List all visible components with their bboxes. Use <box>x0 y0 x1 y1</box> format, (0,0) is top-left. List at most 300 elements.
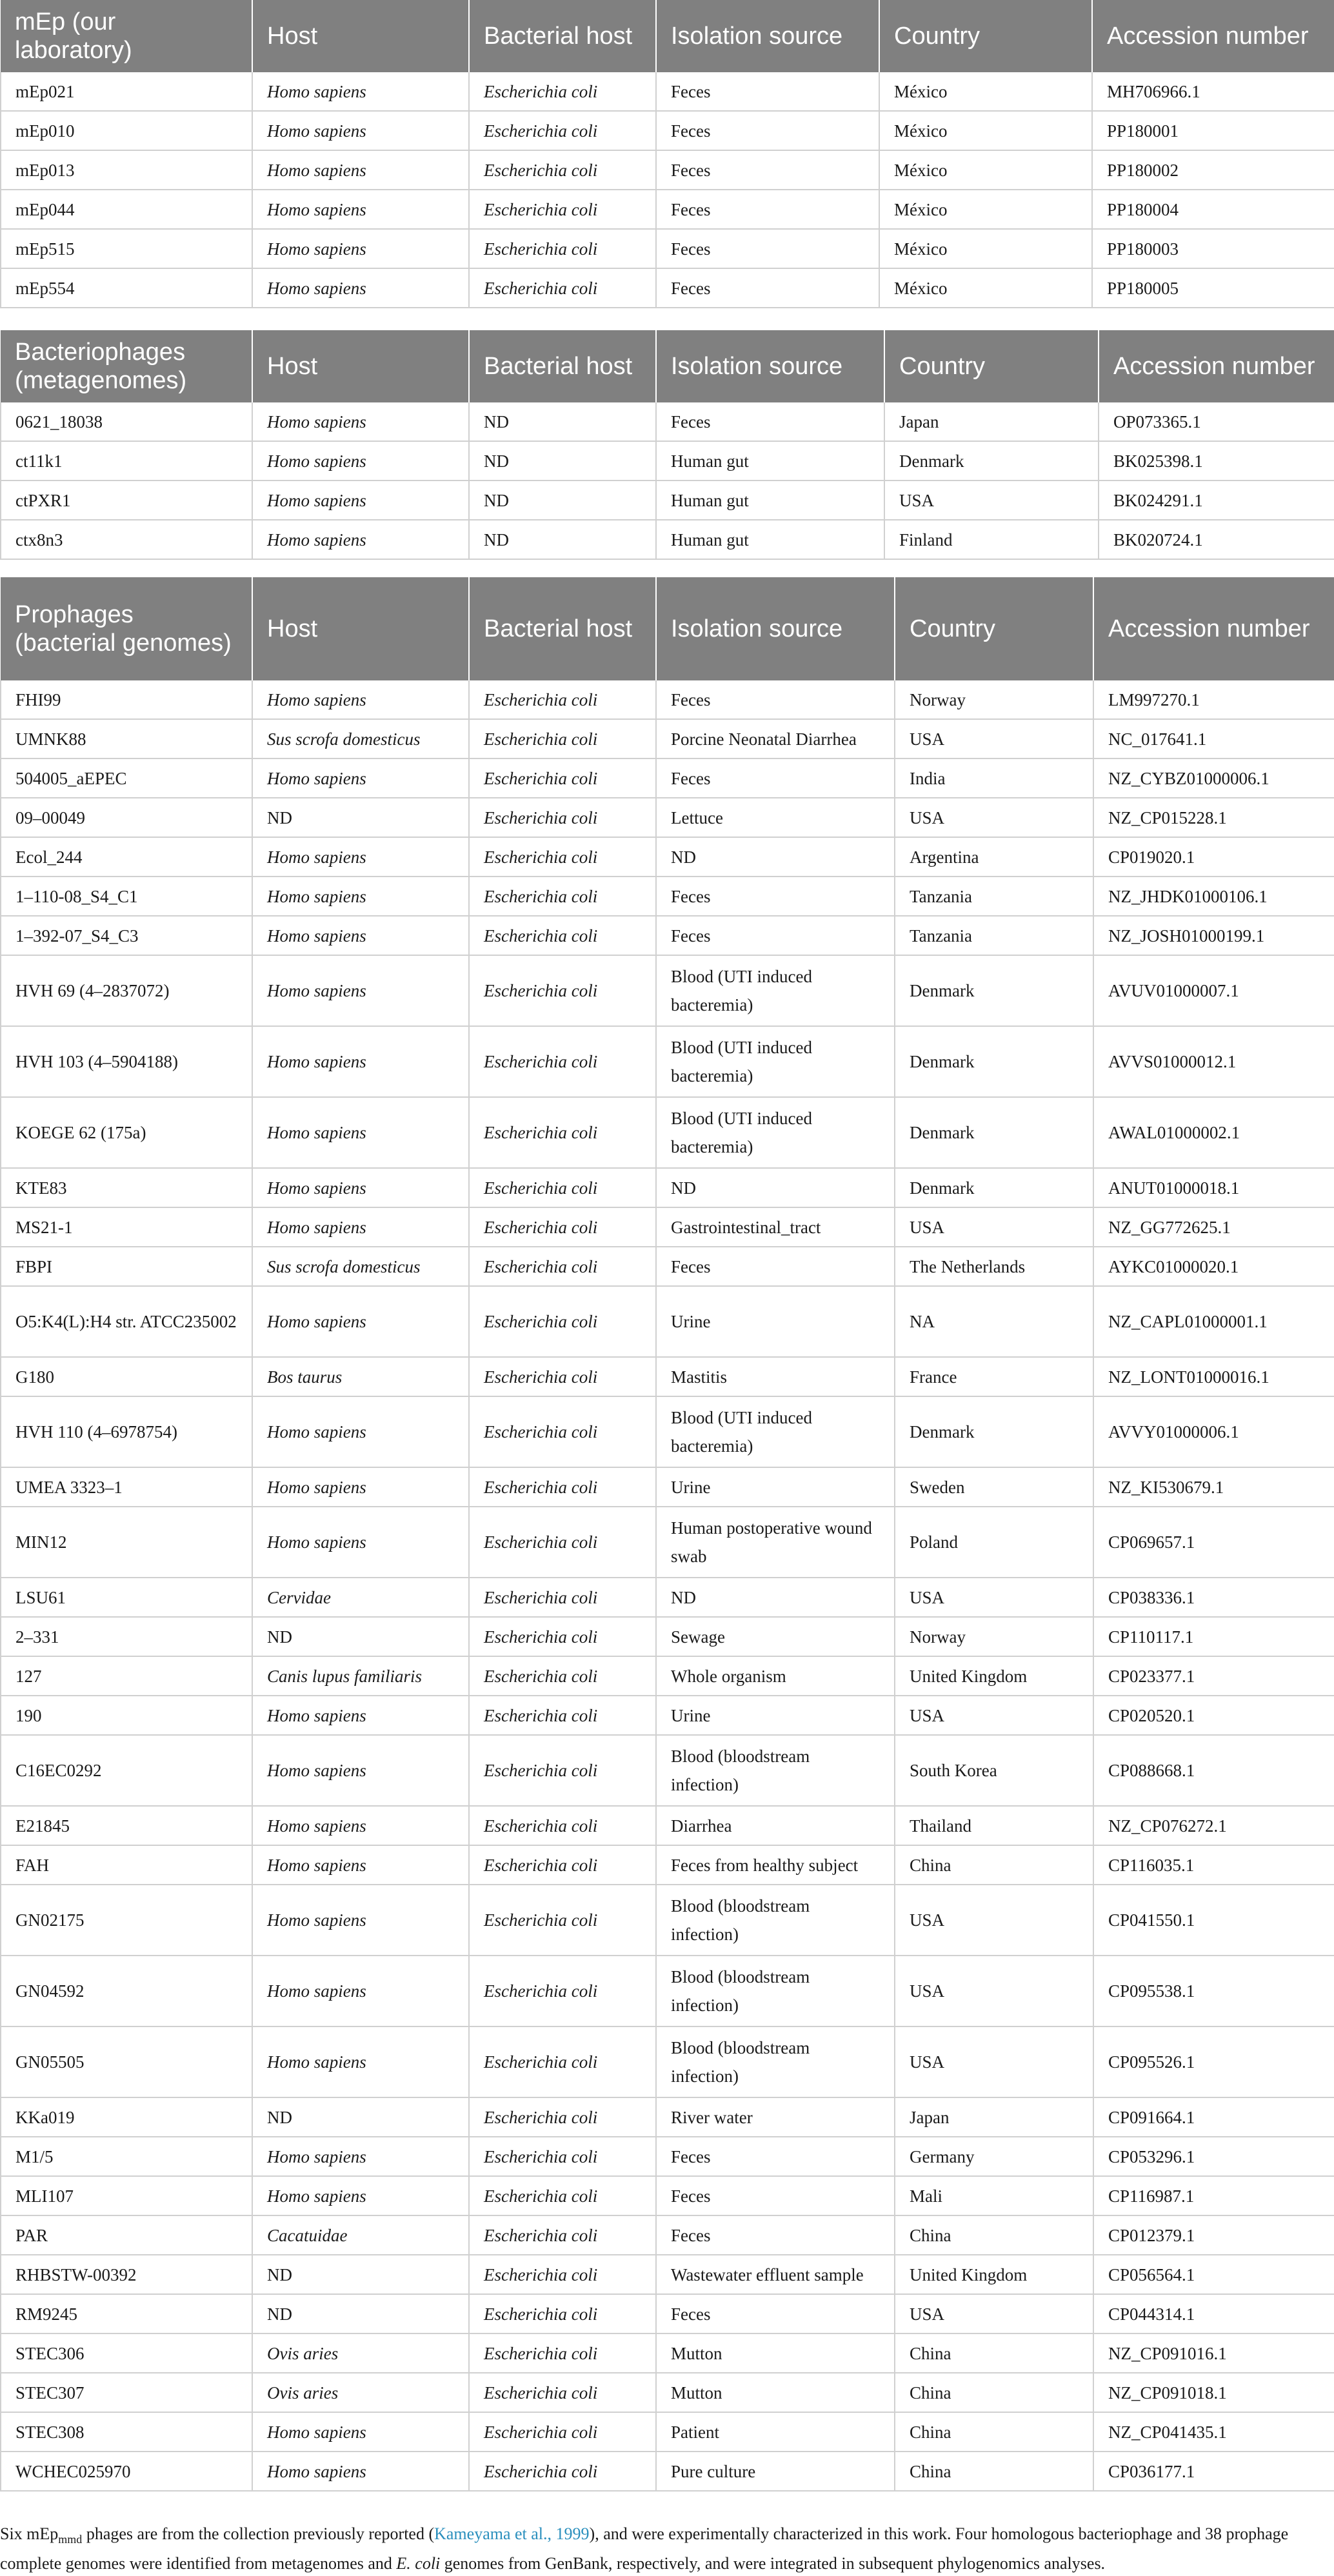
cell-host: Homo sapiens <box>252 190 469 229</box>
cell-accession: NZ_GG772625.1 <box>1093 1207 1334 1247</box>
cell-country: USA <box>884 481 1099 520</box>
cell-isolation-source: ND <box>656 837 895 877</box>
cell-accession: CP012379.1 <box>1093 2215 1334 2255</box>
col-header-name: Bacteriophages (metagenomes) <box>1 330 252 402</box>
footnote-ecoli: E. coli <box>396 2554 441 2573</box>
cell-country: France <box>895 1357 1093 1396</box>
cell-bacterial-host: Escherichia coli <box>469 2026 656 2097</box>
cell-country: The Netherlands <box>895 1247 1093 1286</box>
cell-name: 09–00049 <box>1 798 252 837</box>
cell-isolation-source: Blood (bloodstream infection) <box>656 1735 895 1806</box>
cell-isolation-source: Human gut <box>656 481 884 520</box>
cell-accession: CP038336.1 <box>1093 1578 1334 1617</box>
cell-isolation-source: Feces <box>656 2176 895 2215</box>
cell-isolation-source: River water <box>656 2097 895 2137</box>
cell-name: 190 <box>1 1696 252 1735</box>
cell-bacterial-host: Escherichia coli <box>469 1097 656 1168</box>
cell-country: Norway <box>895 1617 1093 1656</box>
table-row <box>1 520 1334 559</box>
cell-country: China <box>895 2333 1093 2373</box>
cell-name: 2–331 <box>1 1617 252 1656</box>
cell-name: MS21-1 <box>1 1207 252 1247</box>
cell-host: Sus scrofa domesticus <box>252 1247 469 1286</box>
cell-host: Homo sapiens <box>252 680 469 719</box>
cell-name: M1/5 <box>1 2137 252 2176</box>
table-row <box>1 2294 1334 2333</box>
cell-name: ctPXR1 <box>1 481 252 520</box>
footnote-text-1: Six mEp <box>0 2524 59 2543</box>
table-row <box>1 2333 1334 2373</box>
cell-country: México <box>879 268 1092 308</box>
cell-isolation-source: Feces <box>656 877 895 916</box>
table-row <box>1 1357 1334 1396</box>
cell-isolation-source: Human postoperative wound swab <box>656 1507 895 1578</box>
cell-name: Ecol_244 <box>1 837 252 877</box>
cell-isolation-source: Blood (UTI induced bacteremia) <box>656 1026 895 1097</box>
cell-host: Homo sapiens <box>252 1097 469 1168</box>
cell-bacterial-host: Escherichia coli <box>469 1247 656 1286</box>
cell-host: Homo sapiens <box>252 916 469 955</box>
cell-host: ND <box>252 1617 469 1656</box>
cell-isolation-source: Blood (bloodstream infection) <box>656 1956 895 2026</box>
cell-bacterial-host: Escherichia coli <box>469 1845 656 1885</box>
cell-accession: CP056564.1 <box>1093 2255 1334 2294</box>
cell-name: KOEGE 62 (175a) <box>1 1097 252 1168</box>
cell-host: Homo sapiens <box>252 877 469 916</box>
table-metagenomes <box>0 330 1334 560</box>
table-row <box>1 1806 1334 1845</box>
cell-country: Poland <box>895 1507 1093 1578</box>
cell-bacterial-host: Escherichia coli <box>469 1885 656 1956</box>
table-row <box>1 837 1334 877</box>
cell-host: Homo sapiens <box>252 402 469 441</box>
cell-country: Finland <box>884 520 1099 559</box>
cell-country: Denmark <box>895 1097 1093 1168</box>
cell-isolation-source: Mastitis <box>656 1357 895 1396</box>
cell-accession: CP020520.1 <box>1093 1696 1334 1735</box>
cell-accession: AVUV01000007.1 <box>1093 955 1334 1026</box>
cell-accession: CP069657.1 <box>1093 1507 1334 1578</box>
cell-accession: CP088668.1 <box>1093 1735 1334 1806</box>
cell-name: HVH 110 (4–6978754) <box>1 1396 252 1467</box>
cell-name: MLI107 <box>1 2176 252 2215</box>
cell-host: Homo sapiens <box>252 1168 469 1207</box>
cell-isolation-source: Blood (bloodstream infection) <box>656 1885 895 1956</box>
cell-isolation-source: Human gut <box>656 441 884 481</box>
cell-name: GN02175 <box>1 1885 252 1956</box>
cell-name: HVH 103 (4–5904188) <box>1 1026 252 1097</box>
col-header-country: Country <box>879 0 1092 72</box>
cell-country: USA <box>895 719 1093 758</box>
cell-country: USA <box>895 2294 1093 2333</box>
table-row <box>1 1168 1334 1207</box>
cell-accession: NZ_LONT01000016.1 <box>1093 1357 1334 1396</box>
cell-isolation-source: Feces from healthy subject <box>656 1845 895 1885</box>
col-header-name: mEp (our laboratory) <box>1 0 252 72</box>
cell-isolation-source: Urine <box>656 1696 895 1735</box>
cell-isolation-source: Feces <box>656 2215 895 2255</box>
cell-name: HVH 69 (4–2837072) <box>1 955 252 1026</box>
table-header-row <box>1 577 1334 680</box>
cell-host: Homo sapiens <box>252 2412 469 2452</box>
cell-name: STEC307 <box>1 2373 252 2412</box>
cell-name: E21845 <box>1 1806 252 1845</box>
cell-accession: AWAL01000002.1 <box>1093 1097 1334 1168</box>
cell-host: Cervidae <box>252 1578 469 1617</box>
cell-host: Homo sapiens <box>252 229 469 268</box>
cell-bacterial-host: Escherichia coli <box>469 268 656 308</box>
cell-isolation-source: Feces <box>656 758 895 798</box>
col-header-host: Host <box>252 577 469 680</box>
cell-bacterial-host: Escherichia coli <box>469 1507 656 1578</box>
table-row <box>1 2097 1334 2137</box>
col-header-host: Host <box>252 330 469 402</box>
table-row <box>1 190 1334 229</box>
cell-isolation-source: Sewage <box>656 1617 895 1656</box>
cell-accession: CP036177.1 <box>1093 2452 1334 2491</box>
table-row <box>1 441 1334 481</box>
cell-bacterial-host: Escherichia coli <box>469 72 656 111</box>
cell-name: STEC308 <box>1 2412 252 2452</box>
cell-country: Denmark <box>895 1168 1093 1207</box>
col-header-bacterial-host: Bacterial host <box>469 577 656 680</box>
cell-bacterial-host: Escherichia coli <box>469 1168 656 1207</box>
cell-accession: CP095538.1 <box>1093 1956 1334 2026</box>
cell-isolation-source: Porcine Neonatal Diarrhea <box>656 719 895 758</box>
col-header-host: Host <box>252 0 469 72</box>
cell-accession: CP019020.1 <box>1093 837 1334 877</box>
cell-isolation-source: Feces <box>656 268 879 308</box>
table-row <box>1 111 1334 150</box>
cell-host: Homo sapiens <box>252 1507 469 1578</box>
table-row <box>1 2452 1334 2491</box>
table-prophages <box>0 577 1334 2492</box>
table-row <box>1 2373 1334 2412</box>
table-row <box>1 2412 1334 2452</box>
cell-host: Homo sapiens <box>252 1956 469 2026</box>
col-header-country: Country <box>884 330 1099 402</box>
cell-host: Homo sapiens <box>252 1467 469 1507</box>
footnote-subscript: mmd <box>58 2533 83 2546</box>
cell-bacterial-host: Escherichia coli <box>469 2294 656 2333</box>
cell-host: Homo sapiens <box>252 1207 469 1247</box>
cell-host: Homo sapiens <box>252 2176 469 2215</box>
cell-host: Ovis aries <box>252 2333 469 2373</box>
cell-accession: BK025398.1 <box>1099 441 1334 481</box>
footnote-text-4: genomes from GenBank, respectively, and were integrated in subsequent phylogenomics analyses. <box>440 2554 1106 2573</box>
cell-bacterial-host: Escherichia coli <box>469 229 656 268</box>
cell-host: Homo sapiens <box>252 268 469 308</box>
cell-host: Homo sapiens <box>252 481 469 520</box>
cell-name: RHBSTW-00392 <box>1 2255 252 2294</box>
cell-accession: NZ_JHDK01000106.1 <box>1093 877 1334 916</box>
cell-host: Homo sapiens <box>252 441 469 481</box>
cell-bacterial-host: Escherichia coli <box>469 2412 656 2452</box>
cell-host: ND <box>252 2294 469 2333</box>
cell-accession: AVVY01000006.1 <box>1093 1396 1334 1467</box>
cell-country: India <box>895 758 1093 798</box>
cell-bacterial-host: Escherichia coli <box>469 2215 656 2255</box>
cell-bacterial-host: Escherichia coli <box>469 758 656 798</box>
cell-bacterial-host: Escherichia coli <box>469 190 656 229</box>
cell-bacterial-host: Escherichia coli <box>469 1617 656 1656</box>
cell-isolation-source: Mutton <box>656 2373 895 2412</box>
cell-bacterial-host: ND <box>469 402 656 441</box>
cell-country: Denmark <box>895 955 1093 1026</box>
cell-name: C16EC0292 <box>1 1735 252 1806</box>
cell-accession: PP180003 <box>1092 229 1334 268</box>
cell-name: mEp515 <box>1 229 252 268</box>
cell-host: Homo sapiens <box>252 1806 469 1845</box>
cell-country: NA <box>895 1286 1093 1357</box>
cell-bacterial-host: Escherichia coli <box>469 877 656 916</box>
table-row <box>1 2026 1334 2097</box>
cell-host: ND <box>252 2097 469 2137</box>
cell-isolation-source: ND <box>656 1578 895 1617</box>
cell-name: FBPI <box>1 1247 252 1286</box>
col-header-country: Country <box>895 577 1093 680</box>
cell-country: Tanzania <box>895 877 1093 916</box>
cell-name: UMNK88 <box>1 719 252 758</box>
cell-accession: CP041550.1 <box>1093 1885 1334 1956</box>
cell-host: Sus scrofa domesticus <box>252 719 469 758</box>
table-row <box>1 1467 1334 1507</box>
cell-country: México <box>879 190 1092 229</box>
cell-country: United Kingdom <box>895 1656 1093 1696</box>
cell-country: Denmark <box>884 441 1099 481</box>
table-row <box>1 1617 1334 1656</box>
cell-country: Argentina <box>895 837 1093 877</box>
cell-country: Japan <box>884 402 1099 441</box>
cell-name: KKa019 <box>1 2097 252 2137</box>
cell-accession: NZ_CP091016.1 <box>1093 2333 1334 2373</box>
cell-isolation-source: Blood (UTI induced bacteremia) <box>656 1396 895 1467</box>
cell-host: Homo sapiens <box>252 1735 469 1806</box>
cell-name: STEC306 <box>1 2333 252 2373</box>
cell-bacterial-host: Escherichia coli <box>469 150 656 190</box>
cell-accession: NZ_CAPL01000001.1 <box>1093 1286 1334 1357</box>
cell-accession: NZ_CP076272.1 <box>1093 1806 1334 1845</box>
cell-name: mEp013 <box>1 150 252 190</box>
col-header-name: Prophages (bacterial genomes) <box>1 577 252 680</box>
table-row <box>1 268 1334 308</box>
cell-name: mEp021 <box>1 72 252 111</box>
table-row <box>1 955 1334 1026</box>
cell-accession: CP110117.1 <box>1093 1617 1334 1656</box>
table-row <box>1 1286 1334 1357</box>
cell-country: USA <box>895 1956 1093 2026</box>
cell-accession: ANUT01000018.1 <box>1093 1168 1334 1207</box>
cell-host: Homo sapiens <box>252 2452 469 2491</box>
table-row <box>1 1885 1334 1956</box>
cell-name: GN04592 <box>1 1956 252 2026</box>
cell-isolation-source: Feces <box>656 150 879 190</box>
cell-country: Denmark <box>895 1396 1093 1467</box>
cell-bacterial-host: Escherichia coli <box>469 2097 656 2137</box>
cell-bacterial-host: Escherichia coli <box>469 1396 656 1467</box>
cell-bacterial-host: Escherichia coli <box>469 2176 656 2215</box>
cell-bacterial-host: Escherichia coli <box>469 2373 656 2412</box>
cell-accession: NC_017641.1 <box>1093 719 1334 758</box>
cell-name: mEp010 <box>1 111 252 150</box>
cell-accession: CP116987.1 <box>1093 2176 1334 2215</box>
cell-name: GN05505 <box>1 2026 252 2097</box>
table-row <box>1 1097 1334 1168</box>
cell-country: México <box>879 229 1092 268</box>
cell-isolation-source: Diarrhea <box>656 1806 895 1845</box>
cell-name: 0621_18038 <box>1 402 252 441</box>
cell-accession: BK020724.1 <box>1099 520 1334 559</box>
cell-bacterial-host: ND <box>469 481 656 520</box>
cell-bacterial-host: Escherichia coli <box>469 680 656 719</box>
cell-bacterial-host: Escherichia coli <box>469 955 656 1026</box>
cell-host: Bos taurus <box>252 1357 469 1396</box>
cell-name: ct11k1 <box>1 441 252 481</box>
cell-bacterial-host: Escherichia coli <box>469 1357 656 1396</box>
col-header-isolation-source: Isolation source <box>656 577 895 680</box>
cell-country: South Korea <box>895 1735 1093 1806</box>
cell-name: O5:K4(L):H4 str. ATCC235002 <box>1 1286 252 1357</box>
cell-country: China <box>895 2215 1093 2255</box>
cell-accession: AYKC01000020.1 <box>1093 1247 1334 1286</box>
cell-accession: PP180005 <box>1092 268 1334 308</box>
cell-isolation-source: Lettuce <box>656 798 895 837</box>
cell-name: ctx8n3 <box>1 520 252 559</box>
cell-name: PAR <box>1 2215 252 2255</box>
cell-host: Homo sapiens <box>252 2137 469 2176</box>
cell-country: México <box>879 111 1092 150</box>
cell-accession: NZ_KI530679.1 <box>1093 1467 1334 1507</box>
cell-isolation-source: Feces <box>656 2137 895 2176</box>
cell-isolation-source: Urine <box>656 1286 895 1357</box>
cell-host: ND <box>252 2255 469 2294</box>
table-row <box>1 2176 1334 2215</box>
cell-name: WCHEC025970 <box>1 2452 252 2491</box>
cell-isolation-source: ND <box>656 1168 895 1207</box>
cell-accession: CP116035.1 <box>1093 1845 1334 1885</box>
cell-name: 504005_aEPEC <box>1 758 252 798</box>
cell-name: FHI99 <box>1 680 252 719</box>
cell-isolation-source: Wastewater effluent sample <box>656 2255 895 2294</box>
cell-name: MIN12 <box>1 1507 252 1578</box>
col-header-bacterial-host: Bacterial host <box>469 330 656 402</box>
table-row <box>1 2215 1334 2255</box>
cell-country: USA <box>895 1578 1093 1617</box>
cell-host: Homo sapiens <box>252 1026 469 1097</box>
cell-country: USA <box>895 2026 1093 2097</box>
cell-bacterial-host: Escherichia coli <box>469 1467 656 1507</box>
table-row <box>1 680 1334 719</box>
cell-country: China <box>895 1845 1093 1885</box>
cell-host: Homo sapiens <box>252 1286 469 1357</box>
cell-accession: NZ_JOSH01000199.1 <box>1093 916 1334 955</box>
table-row <box>1 916 1334 955</box>
cell-isolation-source: Pure culture <box>656 2452 895 2491</box>
table-row <box>1 1696 1334 1735</box>
cell-accession: PP180001 <box>1092 111 1334 150</box>
cell-name: RM9245 <box>1 2294 252 2333</box>
cell-country: México <box>879 72 1092 111</box>
cell-host: Homo sapiens <box>252 72 469 111</box>
cell-bacterial-host: Escherichia coli <box>469 1735 656 1806</box>
cell-name: UMEA 3323–1 <box>1 1467 252 1507</box>
cell-name: 1–110-08_S4_C1 <box>1 877 252 916</box>
table-row <box>1 877 1334 916</box>
cell-country: USA <box>895 798 1093 837</box>
cell-country: Mali <box>895 2176 1093 2215</box>
cell-host: Homo sapiens <box>252 1845 469 1885</box>
cell-accession: CP095526.1 <box>1093 2026 1334 2097</box>
cell-accession: AVVS01000012.1 <box>1093 1026 1334 1097</box>
table-row <box>1 1507 1334 1578</box>
col-header-bacterial-host: Bacterial host <box>469 0 656 72</box>
cell-bacterial-host: Escherichia coli <box>469 916 656 955</box>
cell-name: 127 <box>1 1656 252 1696</box>
cell-accession: MH706966.1 <box>1092 72 1334 111</box>
col-header-isolation-source: Isolation source <box>656 330 884 402</box>
cell-accession: CP044314.1 <box>1093 2294 1334 2333</box>
cell-accession: BK024291.1 <box>1099 481 1334 520</box>
cell-isolation-source: Human gut <box>656 520 884 559</box>
cell-country: Japan <box>895 2097 1093 2137</box>
cell-isolation-source: Feces <box>656 2294 895 2333</box>
cell-host: Ovis aries <box>252 2373 469 2412</box>
cell-bacterial-host: Escherichia coli <box>469 719 656 758</box>
cell-host: Homo sapiens <box>252 837 469 877</box>
table-row <box>1 1207 1334 1247</box>
table-header-row <box>1 0 1334 72</box>
table-our-laboratory <box>0 0 1334 308</box>
cell-bacterial-host: Escherichia coli <box>469 798 656 837</box>
cell-name: KTE83 <box>1 1168 252 1207</box>
cell-isolation-source: Feces <box>656 916 895 955</box>
cell-isolation-source: Blood (bloodstream infection) <box>656 2026 895 2097</box>
cell-bacterial-host: Escherichia coli <box>469 1026 656 1097</box>
cell-host: Homo sapiens <box>252 1885 469 1956</box>
cell-accession: NZ_CP015228.1 <box>1093 798 1334 837</box>
cell-accession: OP073365.1 <box>1099 402 1334 441</box>
cell-bacterial-host: Escherichia coli <box>469 2137 656 2176</box>
cell-name: G180 <box>1 1357 252 1396</box>
cell-country: Norway <box>895 680 1093 719</box>
cell-accession: CP053296.1 <box>1093 2137 1334 2176</box>
col-header-isolation-source: Isolation source <box>656 0 879 72</box>
cell-accession: CP091664.1 <box>1093 2097 1334 2137</box>
table-row <box>1 72 1334 111</box>
cell-bacterial-host: Escherichia coli <box>469 1696 656 1735</box>
cell-host: ND <box>252 798 469 837</box>
citation-link[interactable]: Kameyama et al., 1999 <box>434 2524 590 2543</box>
table-row <box>1 1578 1334 1617</box>
table-row <box>1 1026 1334 1097</box>
table-row <box>1 758 1334 798</box>
cell-bacterial-host: ND <box>469 441 656 481</box>
cell-bacterial-host: Escherichia coli <box>469 1578 656 1617</box>
cell-country: China <box>895 2452 1093 2491</box>
table-row <box>1 481 1334 520</box>
cell-isolation-source: Feces <box>656 402 884 441</box>
cell-name: LSU61 <box>1 1578 252 1617</box>
cell-host: Homo sapiens <box>252 1696 469 1735</box>
footnote-text-3: ), and were experimentally characterized in this work. Four homologous bacteriophage and 38 prophage complete genomes were identified from metagenomes and <box>0 2524 1289 2573</box>
cell-accession: CP023377.1 <box>1093 1656 1334 1696</box>
cell-isolation-source: Feces <box>656 190 879 229</box>
cell-bacterial-host: Escherichia coli <box>469 111 656 150</box>
cell-country: Sweden <box>895 1467 1093 1507</box>
cell-country: United Kingdom <box>895 2255 1093 2294</box>
cell-accession: NZ_CYBZ01000006.1 <box>1093 758 1334 798</box>
cell-isolation-source: Blood (UTI induced bacteremia) <box>656 1097 895 1168</box>
